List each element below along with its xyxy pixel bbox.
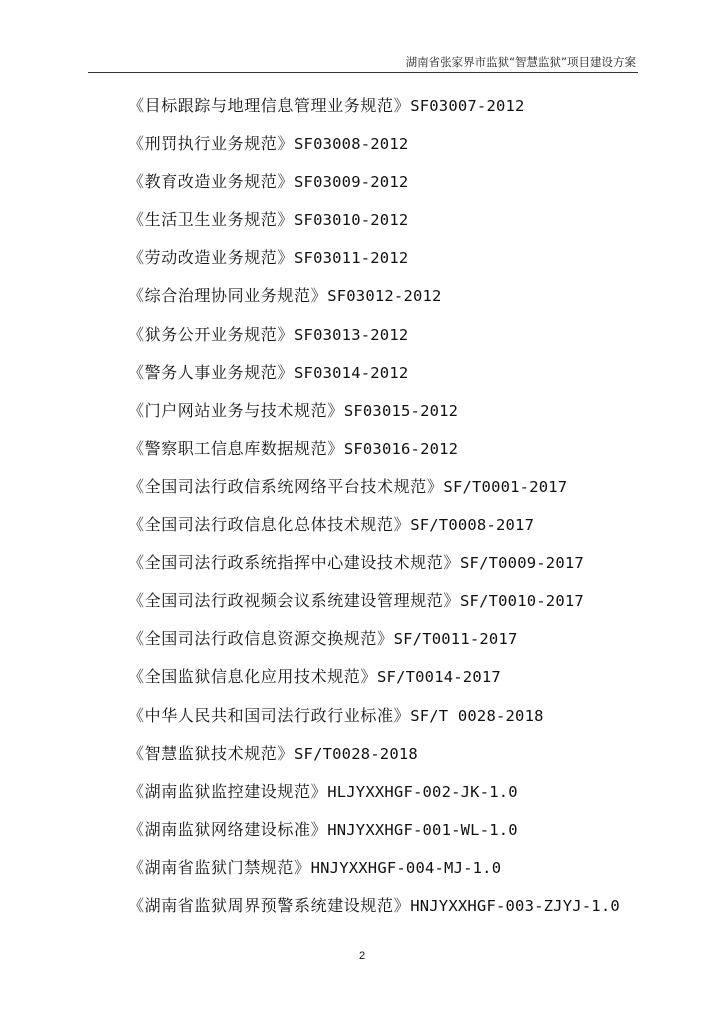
standard-code: HNJYXXHGF-001-WL-1.0: [327, 820, 518, 839]
standard-code: SF/T 0028-2018: [410, 706, 544, 725]
standard-item: [128, 282, 620, 320]
standard-title: 《警务人事业务规范》: [128, 362, 295, 382]
standard-title: 《全国司法行政信息资源交换规范》: [128, 629, 394, 649]
standard-code: SF/T0001-2017: [443, 477, 568, 496]
standard-code: SF03010-2012: [294, 211, 409, 230]
standard-item: [128, 587, 620, 625]
standard-item: [128, 511, 620, 549]
standard-code: HLJYXXHGF-002-JK-1.0: [327, 782, 518, 801]
standard-code: SF03014-2012: [294, 363, 409, 382]
standard-code: SF/T0028-2018: [294, 744, 418, 763]
standard-title: 《全国司法行政视频会议系统建设管理规范》: [128, 591, 461, 611]
standard-title: 《全国司法行政系统指挥中心建设技术规范》: [128, 553, 461, 573]
standard-code: SF03008-2012: [294, 135, 409, 154]
standard-code: SF/T0014-2017: [377, 668, 501, 687]
standard-item: [128, 244, 620, 282]
standard-item: [128, 778, 620, 816]
standard-title: 《警察职工信息库数据规范》: [128, 438, 344, 458]
standard-code: SF03007-2012: [410, 97, 525, 115]
standard-title: 《劳动改造业务规范》: [128, 248, 295, 268]
standard-code: SF03009-2012: [294, 173, 409, 192]
standard-title: 《智慧监狱技术规范》: [128, 743, 295, 763]
standard-item: [128, 397, 620, 435]
standards-list: [128, 92, 620, 930]
standard-title: 《狱务公开业务规范》: [128, 324, 295, 344]
standard-code: SF03011-2012: [294, 249, 409, 268]
standard-code: SF03015-2012: [343, 401, 459, 420]
standard-item: [128, 702, 620, 740]
standard-title: 《目标跟踪与地理信息管理业务规范》: [128, 96, 411, 115]
standard-code: HNJYXXHGF-003-ZJYJ-1.0: [410, 896, 620, 915]
standard-title: 《全国司法行政信息化总体技术规范》: [128, 515, 411, 535]
standard-code: SF/T0009-2017: [460, 554, 584, 573]
page-number: 2: [358, 950, 366, 962]
standard-title: 《湖南监狱监控建设规范》: [128, 781, 328, 801]
standard-code: SF/T0011-2017: [393, 630, 518, 649]
standard-item: [128, 435, 620, 473]
standard-item: [128, 892, 620, 930]
standard-title: 《门户网站业务与技术规范》: [128, 400, 344, 420]
standard-code: SF03012-2012: [327, 287, 442, 306]
standard-title: 《刑罚执行业务规范》: [128, 134, 295, 154]
standard-title: 《综合治理协同业务规范》: [128, 286, 328, 306]
standard-item: [128, 168, 620, 206]
standard-title: 《湖南省监狱门禁规范》: [128, 857, 311, 877]
standard-item: [128, 92, 620, 130]
standard-item: [128, 625, 620, 663]
page-header: [88, 48, 638, 73]
standard-item: [128, 854, 620, 892]
standard-item: [128, 206, 620, 244]
standard-title: 《全国监狱信息化应用技术规范》: [128, 667, 378, 687]
standard-code: HNJYXXHGF-004-MJ-1.0: [310, 858, 502, 877]
standard-item: [128, 549, 620, 587]
standard-title: 《湖南监狱网络建设标准》: [128, 819, 328, 839]
standard-item: [128, 130, 620, 168]
header-title: 湖南省张家界市监狱“智慧监狱”项目建设方案: [405, 55, 636, 69]
standard-item: [128, 740, 620, 778]
standard-code: SF03016-2012: [343, 439, 459, 458]
standard-title: 《中华人民共和国司法行政行业标准》: [128, 705, 411, 725]
standard-title: 《全国司法行政信系统网络平台技术规范》: [128, 476, 444, 496]
standard-code: SF/T0008-2017: [410, 516, 535, 535]
standard-title: 《教育改造业务规范》: [128, 172, 295, 192]
standard-item: [128, 359, 620, 397]
standard-code: SF/T0010-2017: [460, 592, 584, 611]
standard-title: 《生活卫生业务规范》: [128, 210, 295, 230]
standard-title: 《湖南省监狱周界预警系统建设规范》: [128, 895, 411, 915]
standard-item: [128, 473, 620, 511]
standard-item: [128, 321, 620, 359]
standard-code: SF03013-2012: [294, 325, 409, 344]
standard-item: [128, 816, 620, 854]
standard-item: [128, 663, 620, 701]
